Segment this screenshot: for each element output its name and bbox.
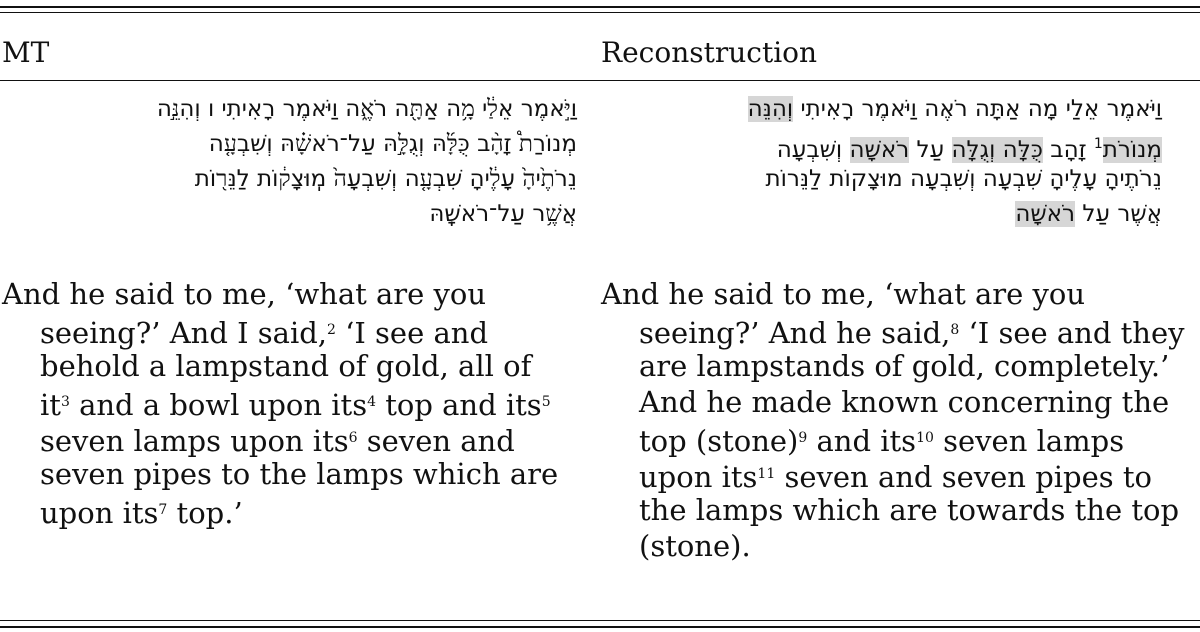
footnote-marker: 5 [541,394,551,410]
bottom-rule-inner [0,620,1200,621]
recon-hebrew-line: וַיֹּאמֶר אֵלַי מָה אַתָּה רֹאֶה וַיֹּאמֶר רָאִיתִי וְהִנֵּה [747,96,1162,122]
footnote-marker: 4 [367,394,377,410]
mt-hebrew-line: אֲשֶׁ֥ר עַל־רֹאשָֽׁהּ [429,201,577,227]
highlighted-word: וְהִנֵּה [747,96,794,122]
header-mt: MT [2,36,50,69]
footnote-marker: 2 [327,322,336,338]
footnote-marker: 1 [1093,136,1103,152]
highlighted-word: רֹאשָׁה [1015,201,1076,227]
mt-hebrew-line: נֵרֹתֶ֙יהָ֙ עָלֶ֔יהָ שִׁבְעָ֤ה וְשִׁבְעָה֙ מֽוּצָק֔וֹת לַנֵּר֖וֹת [194,166,577,192]
footnote-marker: 3 [60,394,70,410]
footnote-marker: 10 [916,430,934,446]
highlighted-word: כֻּלָּה וְגֻלָּה [951,137,1043,163]
top-rule-inner [0,12,1200,13]
mt-english-text: And he said to me, ‘what are you seeing?’ And I said,$^2$ ‘I see and behold a lampstand of gold, all of $it^3$ and a bowl upon its$^4$ top and its$^5$ seven lamps upon its$^6$ seven and seven pipes to the lamps which are upon its$^7$ top.’ [2,277,559,530]
bottom-rule [0,626,1200,628]
header-rule [0,80,1200,81]
recon-hebrew-line: אֲשֶׁר עַל רֹאשָׁה [1015,201,1162,227]
recon-english-text: And he said to me, ‘what are you seeing?’ And he said,$^8$ ‘I see and they are lampstands of gold, completely.’ And he made known concerning the top (stone)$^9$ and its$^{10}$ seven lamps upon its$^{11}$ seven and seven pipes to the lamps which are towards the top (stone). [601,277,1185,563]
recon-hebrew-text [602,92,1162,232]
recon-hebrew-line: נֵרֹתֶיהָ עָלֶיהָ שִׁבְעָה וְשִׁבְעָה מוּצָקוֹת לַנֵּרוֹת [765,166,1162,192]
header-reconstruction: Reconstruction [601,36,818,69]
footnote-marker: 6 [348,430,358,446]
recon-hebrew-line: מְנוֹרֹת$^1$ זָהָב כֻּלָּה וְגֻלָּה עַל רֹאשָׁה וְשִׁבְעָה [776,136,1162,163]
footnote-marker: 8 [950,322,960,338]
footnote-marker: 11 [757,466,776,482]
mt-hebrew-line: וַיֹּ֣אמֶר אֵלַ֔י מָ֥ה אַתָּ֖ה רֹאֶ֑ה וַיֹּאמֶר רָאִיתִי ו וְהִנֵּ֣ה [156,96,577,122]
highlighted-word: רֹאשָׁה [849,137,910,163]
highlighted-word: מְנוֹרֹת [1102,137,1162,163]
top-rule [0,6,1200,8]
mt-hebrew-line: מְנוֹרַת֩ זָהָ֨ב כֻּלָּ֜הּ וְגֻלָּ֣הּ עַל־רֹאשָׁ֗הּ וְשִׁבְעָ֤ה [208,131,577,157]
footnote-marker: 9 [798,430,808,446]
footnote-marker: 7 [158,502,168,518]
mt-hebrew-text [2,92,577,232]
